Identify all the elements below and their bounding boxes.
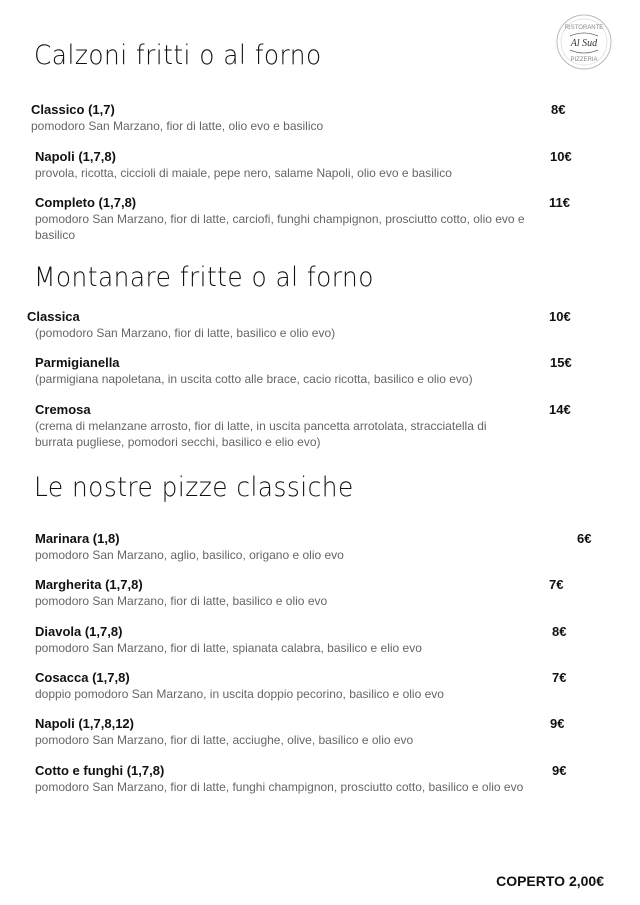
menu-item bbox=[35, 624, 595, 656]
item-description: (pomodoro San Marzano, fior di latte, basilico e olio evo) bbox=[35, 326, 336, 340]
item-name: Marinara (1,8) bbox=[35, 531, 120, 546]
item-price: 10€ bbox=[549, 309, 571, 324]
item-description: doppio pomodoro San Marzano, in uscita doppio pecorino, basilico e olio evo bbox=[35, 687, 444, 701]
svg-text:Al Sud: Al Sud bbox=[570, 38, 598, 49]
item-price: 6€ bbox=[577, 531, 592, 546]
item-price: 9€ bbox=[552, 763, 567, 778]
item-description: pomodoro San Marzano, fior di latte, spianata calabra, basilico e elio evo bbox=[35, 641, 422, 655]
menu-item bbox=[35, 670, 595, 702]
section-title: Le nostre pizze classiche bbox=[34, 472, 354, 503]
section-title: Calzoni fritti o al forno bbox=[34, 40, 322, 71]
menu-item bbox=[35, 355, 595, 387]
menu-item bbox=[35, 402, 595, 450]
item-price: 8€ bbox=[552, 624, 567, 639]
menu-item bbox=[35, 716, 595, 748]
item-description: pomodoro San Marzano, fior di latte, olio evo e basilico bbox=[31, 119, 324, 133]
item-name: Napoli (1,7,8) bbox=[35, 149, 116, 164]
section-title: Montanare fritte o al forno bbox=[34, 262, 374, 293]
item-price: 8€ bbox=[551, 102, 566, 117]
item-price: 11€ bbox=[549, 195, 570, 210]
item-name: Classico (1,7) bbox=[31, 102, 115, 117]
item-description: pomodoro San Marzano, fior di latte, carciofi, funghi champignon, prosciutto cotto, olio evo e basilico bbox=[35, 212, 525, 242]
menu-item bbox=[35, 149, 595, 181]
item-description: provola, ricotta, ciccioli di maiale, pepe nero, salame Napoli, olio evo e basilico bbox=[35, 166, 452, 180]
item-name: Cotto e funghi (1,7,8) bbox=[35, 763, 165, 778]
item-name: Diavola (1,7,8) bbox=[35, 624, 123, 639]
svg-text:RISTORANTE: RISTORANTE bbox=[564, 25, 604, 31]
item-price: 10€ bbox=[550, 149, 572, 164]
item-price: 14€ bbox=[549, 402, 571, 417]
item-description: pomodoro San Marzano, fior di latte, basilico e olio evo bbox=[35, 594, 328, 608]
item-description: pomodoro San Marzano, fior di latte, acciughe, olive, basilico e olio evo bbox=[35, 733, 414, 747]
item-name: Cosacca (1,7,8) bbox=[35, 670, 130, 685]
item-description: (parmigiana napoletana, in uscita cotto alle brace, cacio ricotta, basilico e olio evo) bbox=[35, 372, 473, 386]
menu-item bbox=[35, 531, 595, 563]
item-description: pomodoro San Marzano, fior di latte, funghi champignon, prosciutto cotto, basilico e olio evo bbox=[35, 780, 524, 794]
item-price: 7€ bbox=[552, 670, 567, 685]
item-price: 15€ bbox=[550, 355, 572, 370]
item-name: Napoli (1,7,8,12) bbox=[35, 716, 134, 731]
menu-item bbox=[27, 309, 587, 341]
item-name: Margherita (1,7,8) bbox=[35, 577, 143, 592]
item-name: Cremosa bbox=[35, 402, 91, 417]
svg-text:PIZZERIA: PIZZERIA bbox=[570, 57, 598, 63]
item-name: Parmigianella bbox=[35, 355, 120, 370]
menu-item bbox=[35, 763, 595, 795]
item-description: pomodoro San Marzano, aglio, basilico, origano e olio evo bbox=[35, 548, 344, 562]
menu-item bbox=[31, 102, 591, 134]
menu-item bbox=[35, 195, 595, 243]
item-description: (crema di melanzane arrosto, fior di latte, in uscita pancetta arrotolata, stracciatella di burrata pugliese, pomodori secchi, basilico e elio evo) bbox=[35, 419, 487, 449]
menu-item bbox=[35, 577, 595, 609]
item-price: 7€ bbox=[549, 577, 564, 592]
restaurant-logo bbox=[556, 14, 612, 70]
item-name: Classica bbox=[27, 309, 80, 324]
item-name: Completo (1,7,8) bbox=[35, 195, 137, 210]
item-price: 9€ bbox=[550, 716, 565, 731]
cover-charge: COPERTO 2,00€ bbox=[496, 873, 604, 889]
